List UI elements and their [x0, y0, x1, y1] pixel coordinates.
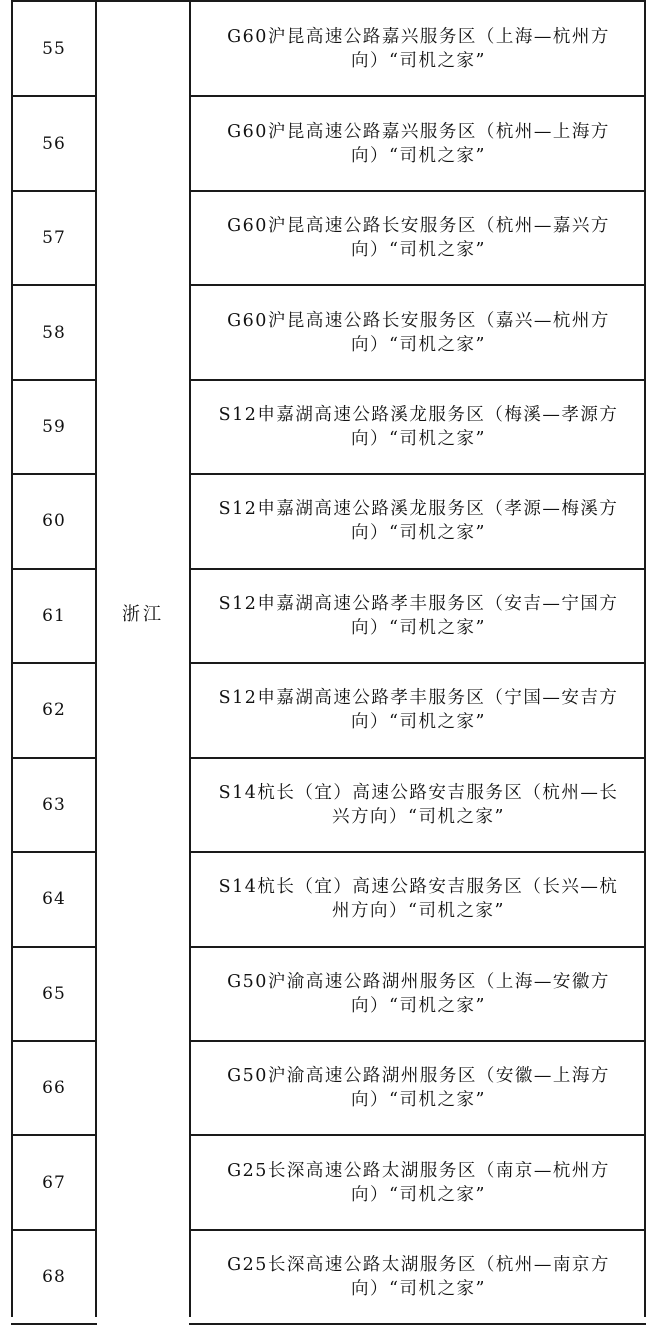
service-area-name-line1: S12申嘉湖高速公路孝丰服务区（安吉—宁国方 — [218, 593, 619, 614]
column-divider-province — [189, 0, 191, 1317]
service-area-name-line1: G25长深高速公路太湖服务区（杭州—南京方 — [227, 1255, 610, 1276]
row-separator — [189, 379, 646, 381]
row-separator — [189, 851, 646, 853]
row-number: 67 — [42, 1172, 66, 1193]
service-area-name — [192, 592, 645, 640]
column-divider-number — [95, 0, 97, 1317]
service-area-name — [192, 403, 645, 451]
service-area-name — [192, 781, 645, 829]
row-separator — [11, 757, 97, 759]
service-area-name — [192, 1064, 645, 1112]
service-area-name-line2: 向）“司机之家” — [351, 1090, 486, 1111]
row-separator — [189, 95, 646, 97]
row-separator — [11, 95, 97, 97]
row-separator — [189, 946, 646, 948]
service-area-name-line2: 向）“司机之家” — [351, 240, 486, 261]
row-separator — [189, 1134, 646, 1136]
row-separator — [189, 757, 646, 759]
row-separator — [189, 190, 646, 192]
service-area-name-line2: 向）“司机之家” — [351, 523, 486, 544]
service-area-name-line2: 向）“司机之家” — [351, 334, 486, 355]
service-area-name-line2: 兴方向）“司机之家” — [332, 806, 505, 827]
row-separator — [11, 851, 97, 853]
service-area-name — [192, 120, 645, 168]
row-number: 58 — [42, 322, 66, 343]
service-area-name — [192, 686, 645, 734]
service-area-name-line1: G60沪昆高速公路嘉兴服务区（上海—杭州方 — [227, 27, 610, 48]
row-number: 57 — [42, 228, 66, 249]
row-number: 62 — [42, 700, 66, 721]
service-area-name-line2: 州方向）“司机之家” — [332, 901, 505, 922]
service-area-name — [192, 214, 645, 262]
row-separator — [11, 190, 97, 192]
service-area-name-line2: 向）“司机之家” — [351, 145, 486, 166]
service-area-name-line2: 向）“司机之家” — [351, 712, 486, 733]
service-area-name — [192, 309, 645, 357]
service-area-name-line2: 向）“司机之家” — [351, 429, 486, 450]
row-number: 55 — [42, 39, 66, 60]
service-area-name-line1: G50沪渝高速公路湖州服务区（上海—安徽方 — [227, 971, 610, 992]
row-separator — [189, 568, 646, 570]
service-area-name-line1: S12申嘉湖高速公路溪龙服务区（梅溪—孝源方 — [218, 405, 619, 426]
service-area-name — [192, 1253, 645, 1301]
row-separator — [11, 284, 97, 286]
row-separator — [11, 1040, 97, 1042]
service-area-name-line1: S14杭长（宜）高速公路安吉服务区（杭州—长 — [218, 782, 619, 803]
row-separator — [189, 662, 646, 664]
service-area-name-line1: S14杭长（宜）高速公路安吉服务区（长兴—杭 — [218, 877, 619, 898]
service-area-name-line1: G60沪昆高速公路长安服务区（嘉兴—杭州方 — [227, 310, 610, 331]
table-border-right — [644, 0, 646, 1317]
row-number: 60 — [42, 511, 66, 532]
service-area-name-line1: G25长深高速公路太湖服务区（南京—杭州方 — [227, 1160, 610, 1181]
row-number: 59 — [42, 417, 66, 438]
table-border-left — [11, 0, 13, 1317]
service-area-name-line1: G50沪渝高速公路湖州服务区（安徽—上海方 — [227, 1066, 610, 1087]
service-area-name-line2: 向）“司机之家” — [351, 51, 486, 72]
row-separator — [11, 1134, 97, 1136]
table-border-top — [11, 0, 646, 2]
service-area-name — [192, 1159, 645, 1207]
row-separator — [11, 568, 97, 570]
service-area-name-line1: S12申嘉湖高速公路孝丰服务区（宁国—安吉方 — [218, 688, 619, 709]
service-area-name — [192, 497, 645, 545]
row-separator — [189, 1229, 646, 1231]
row-separator — [11, 473, 97, 475]
row-separator — [11, 662, 97, 664]
row-separator — [189, 1040, 646, 1042]
row-separator — [189, 473, 646, 475]
row-separator — [11, 946, 97, 948]
row-number: 56 — [42, 133, 66, 154]
service-area-name-line2: 向）“司机之家” — [351, 1184, 486, 1205]
province-cell: 浙江 — [122, 604, 164, 625]
service-area-name — [192, 875, 645, 923]
service-area-name-line1: G60沪昆高速公路嘉兴服务区（杭州—上海方 — [227, 121, 610, 142]
row-separator — [11, 379, 97, 381]
row-number: 64 — [42, 889, 66, 910]
row-number: 65 — [42, 983, 66, 1004]
row-separator — [189, 284, 646, 286]
service-area-name-line1: G60沪昆高速公路长安服务区（杭州—嘉兴方 — [227, 216, 610, 237]
service-area-name — [192, 25, 645, 73]
service-area-name-line2: 向）“司机之家” — [351, 1279, 486, 1300]
row-number: 66 — [42, 1078, 66, 1099]
row-number: 61 — [42, 605, 66, 626]
row-number: 68 — [42, 1267, 66, 1288]
service-area-name-line2: 向）“司机之家” — [351, 995, 486, 1016]
service-area-name-line2: 向）“司机之家” — [351, 617, 486, 638]
row-number: 63 — [42, 794, 66, 815]
service-area-name-line1: S12申嘉湖高速公路溪龙服务区（孝源—梅溪方 — [218, 499, 619, 520]
service-area-name — [192, 970, 645, 1018]
row-separator — [11, 1229, 97, 1231]
